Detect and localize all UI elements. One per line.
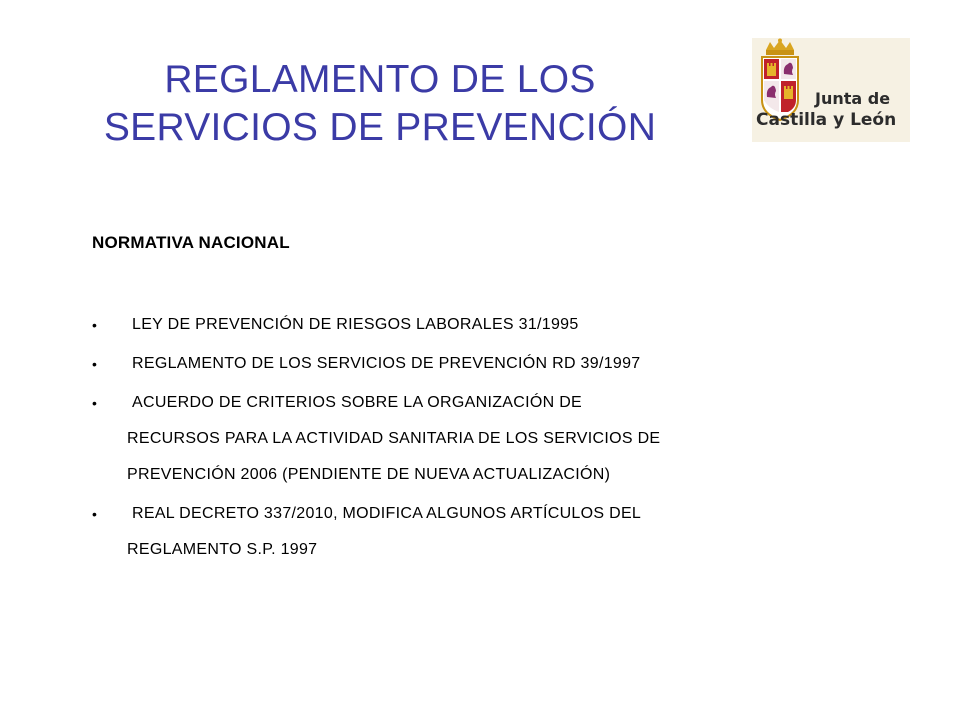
list-item-text: PREVENCIÓN 2006 (PENDIENTE DE NUEVA ACTUALIZACIÓN)	[127, 466, 611, 483]
junta-castilla-leon-logo	[752, 38, 910, 142]
logo-text-line-2: Castilla y León	[756, 110, 897, 130]
bullet-icon: •	[92, 395, 98, 411]
logo-text-line-1: Junta de	[815, 89, 891, 108]
bullet-icon: •	[92, 356, 98, 372]
list-item	[92, 390, 852, 488]
section-heading: NORMATIVA NACIONAL	[92, 233, 290, 252]
list-item-text: ACUERDO DE CRITERIOS SOBRE LA ORGANIZACIÓN DE	[132, 394, 583, 411]
list-item	[92, 312, 852, 338]
page-title	[40, 56, 720, 152]
bullet-list	[92, 312, 852, 576]
title-line-2: SERVICIOS DE PREVENCIÓN	[103, 106, 657, 149]
title-line-1: REGLAMENTO DE LOS	[164, 58, 596, 101]
bullet-icon: •	[92, 317, 98, 333]
list-item-text: LEY DE PREVENCIÓN DE RIESGOS LABORALES 31/1995	[132, 316, 579, 333]
list-item-text: REGLAMENTO DE LOS SERVICIOS DE PREVENCIÓN RD 39/1997	[132, 355, 641, 372]
list-item-text: RECURSOS PARA LA ACTIVIDAD SANITARIA DE LOS SERVICIOS DE	[127, 430, 661, 447]
list-item	[92, 351, 852, 377]
list-item-text: REGLAMENTO S.P. 1997	[127, 541, 318, 558]
bullet-icon: •	[92, 506, 98, 522]
list-item	[92, 501, 852, 563]
list-item-text: REAL DECRETO 337/2010, MODIFICA ALGUNOS ARTÍCULOS DEL	[132, 505, 642, 522]
